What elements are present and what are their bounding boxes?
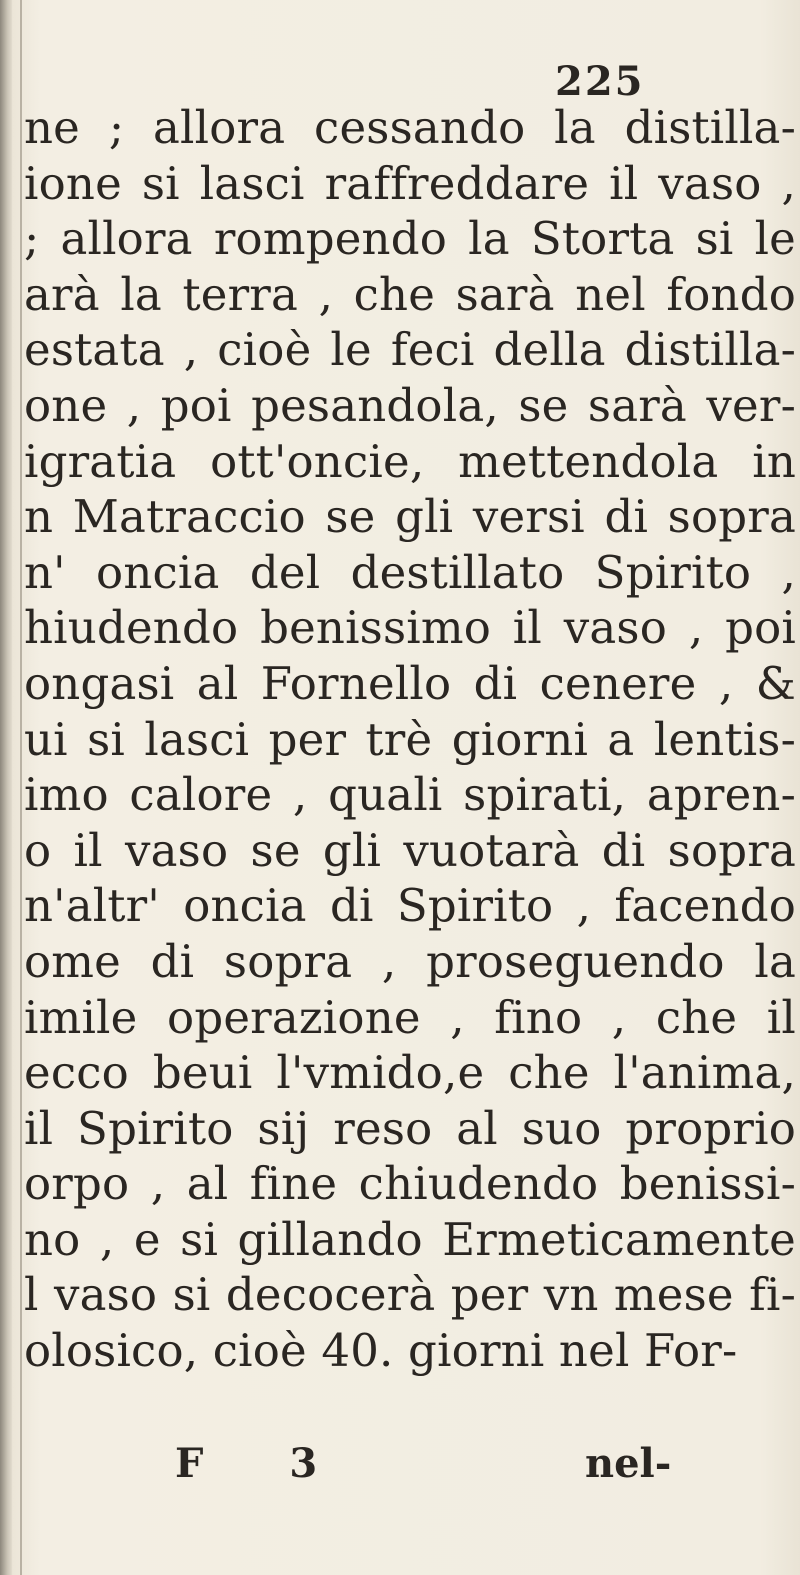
- gutter-edge: [20, 0, 22, 1575]
- text-line: n'altr' oncia di Spirito , facendo: [24, 879, 796, 933]
- text-line: igratia ott'oncie, mettendola in: [24, 434, 796, 488]
- text-line: ui si lasci per trè giorni a lentis-: [24, 712, 796, 766]
- body-text: [24, 100, 796, 1379]
- signature-mark: F 3: [175, 1440, 354, 1487]
- text-line: ongasi al Fornello di cenere , &: [24, 656, 796, 710]
- text-line: ome di sopra , proseguendo la: [24, 934, 796, 988]
- text-line: no , e si gillando Ermeticamente: [24, 1212, 796, 1266]
- text-line: orpo , al fine chiudendo benissi-: [24, 1157, 796, 1211]
- text-line: one , poi pesandola, se sarà ver-: [24, 378, 796, 432]
- text-line: n' oncia del destillato Spirito ,: [24, 545, 796, 599]
- catchword: nel-: [585, 1440, 672, 1487]
- text-line: arà la terra , che sarà nel fondo: [24, 267, 796, 321]
- text-line: il Spirito sij reso al suo proprio: [24, 1101, 796, 1155]
- text-line: olosico, cioè 40. giorni nel For-: [24, 1324, 738, 1378]
- text-line: ; allora rompendo la Storta si le: [24, 212, 796, 266]
- text-line: l vaso si decocerà per vn mese fi-: [24, 1268, 796, 1322]
- page-number: 225: [555, 58, 645, 105]
- text-line: imile operazione , fino , che il: [24, 990, 796, 1044]
- text-line: ecco beui l'vmido,e che l'anima,: [24, 1046, 796, 1100]
- binding-gutter: [0, 0, 12, 1575]
- page-footer: [0, 1440, 800, 1500]
- text-line: o il vaso se gli vuotarà di sopra: [24, 823, 796, 877]
- text-line: estata , cioè le feci della distilla-: [24, 323, 796, 377]
- text-line: hiudendo benissimo il vaso , poi: [24, 601, 796, 655]
- text-line: ne ; allora cessando la distilla-: [24, 101, 796, 154]
- text-line: imo calore , quali spirati, apren-: [24, 768, 796, 822]
- text-line: n Matraccio se gli versi di sopra: [24, 490, 796, 544]
- text-line: ione si lasci raffreddare il vaso ,: [24, 156, 796, 210]
